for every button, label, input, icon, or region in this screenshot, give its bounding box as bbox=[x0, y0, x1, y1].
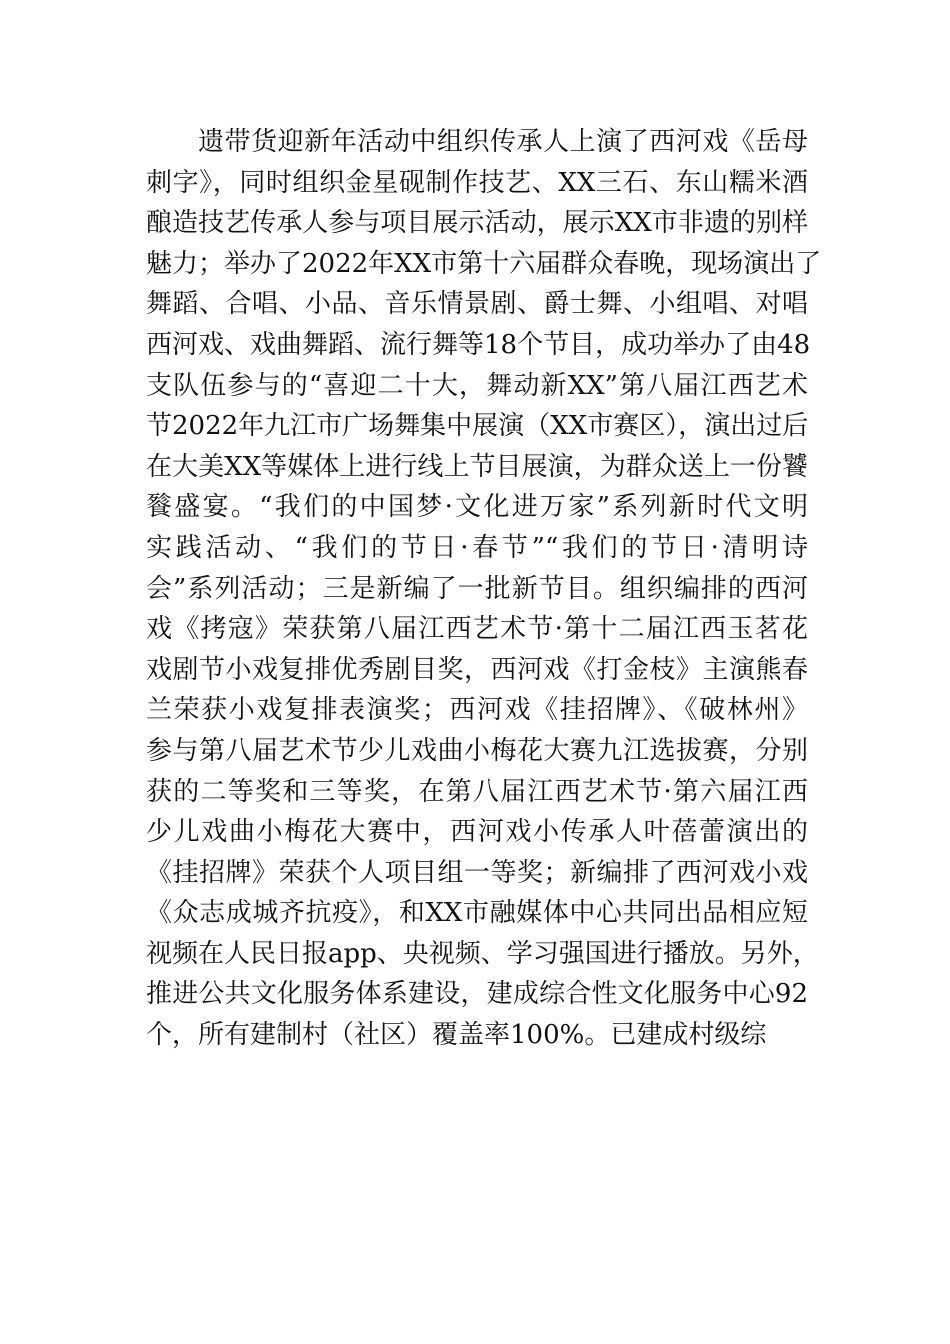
text-line: 刺字》，同时组织金星砚制作技艺、XX三石、东山糯米酒 bbox=[146, 167, 808, 198]
body-paragraph bbox=[146, 122, 822, 1056]
text-line: 戏《拷寇》荣获第八届江西艺术节·第十二届江西玉茗花 bbox=[146, 614, 808, 645]
text-line: 推进公共文化服务体系建设，建成综合性文化服务中心92 bbox=[146, 979, 808, 1010]
text-line: 会”系列活动；三是新编了一批新节目。组织编排的西河 bbox=[146, 573, 808, 604]
text-line: 酿造技艺传承人参与项目展示活动，展示XX市非遗的别样 bbox=[146, 208, 808, 239]
text-line: 获的二等奖和三等奖，在第八届江西艺术节·第六届江西 bbox=[146, 776, 808, 807]
text-line: 少儿戏曲小梅花大赛中，西河戏小传承人叶蓓蕾演出的 bbox=[146, 817, 808, 848]
text-line: 在大美XX等媒体上进行线上节目展演，为群众送上一份饕 bbox=[146, 451, 808, 482]
text-line: 遗带货迎新年活动中组织传承人上演了西河戏《岳母 bbox=[198, 127, 808, 157]
text-line: 兰荣获小戏复排表演奖；西河戏《挂招牌》、《破林州》 bbox=[146, 695, 808, 726]
text-line: 魅力；举办了2022年XX市第十六届群众春晚，现场演出了 bbox=[146, 248, 822, 279]
text-line: 参与第八届艺术节少儿戏曲小梅花大赛九江选拔赛，分别 bbox=[146, 735, 808, 766]
text-line: 舞蹈、合唱、小品、音乐情景剧、爵士舞、小组唱、对唱 bbox=[146, 289, 808, 320]
text-line: 个，所有建制村（社区）覆盖率100%。已建成村级综 bbox=[146, 1020, 767, 1051]
text-line: 支队伍参与的“喜迎二十大，舞动新XX”第八届江西艺术 bbox=[146, 370, 808, 401]
text-line: 实践活动、“我们的节日·春节”“我们的节日·清明诗 bbox=[146, 532, 808, 563]
text-line: 西河戏、戏曲舞蹈、流行舞等18个节目，成功举办了由48 bbox=[146, 329, 811, 360]
text-line: 节2022年九江市广场舞集中展演（XX市赛区），演出过后 bbox=[146, 411, 809, 442]
text-line: 视频在人民日报app、央视频、学习强国进行播放。另外， bbox=[146, 938, 819, 969]
text-line: 餮盛宴。“我们的中国梦·文化进万家”系列新时代文明 bbox=[146, 492, 808, 523]
text-line: 戏剧节小戏复排优秀剧目奖，西河戏《打金枝》主演熊春 bbox=[146, 654, 808, 685]
text-line: 《众志成城齐抗疫》，和XX市融媒体中心共同出品相应短 bbox=[146, 898, 808, 929]
text-line: 《挂招牌》荣获个人项目组一等奖；新编排了西河戏小戏 bbox=[146, 857, 808, 888]
